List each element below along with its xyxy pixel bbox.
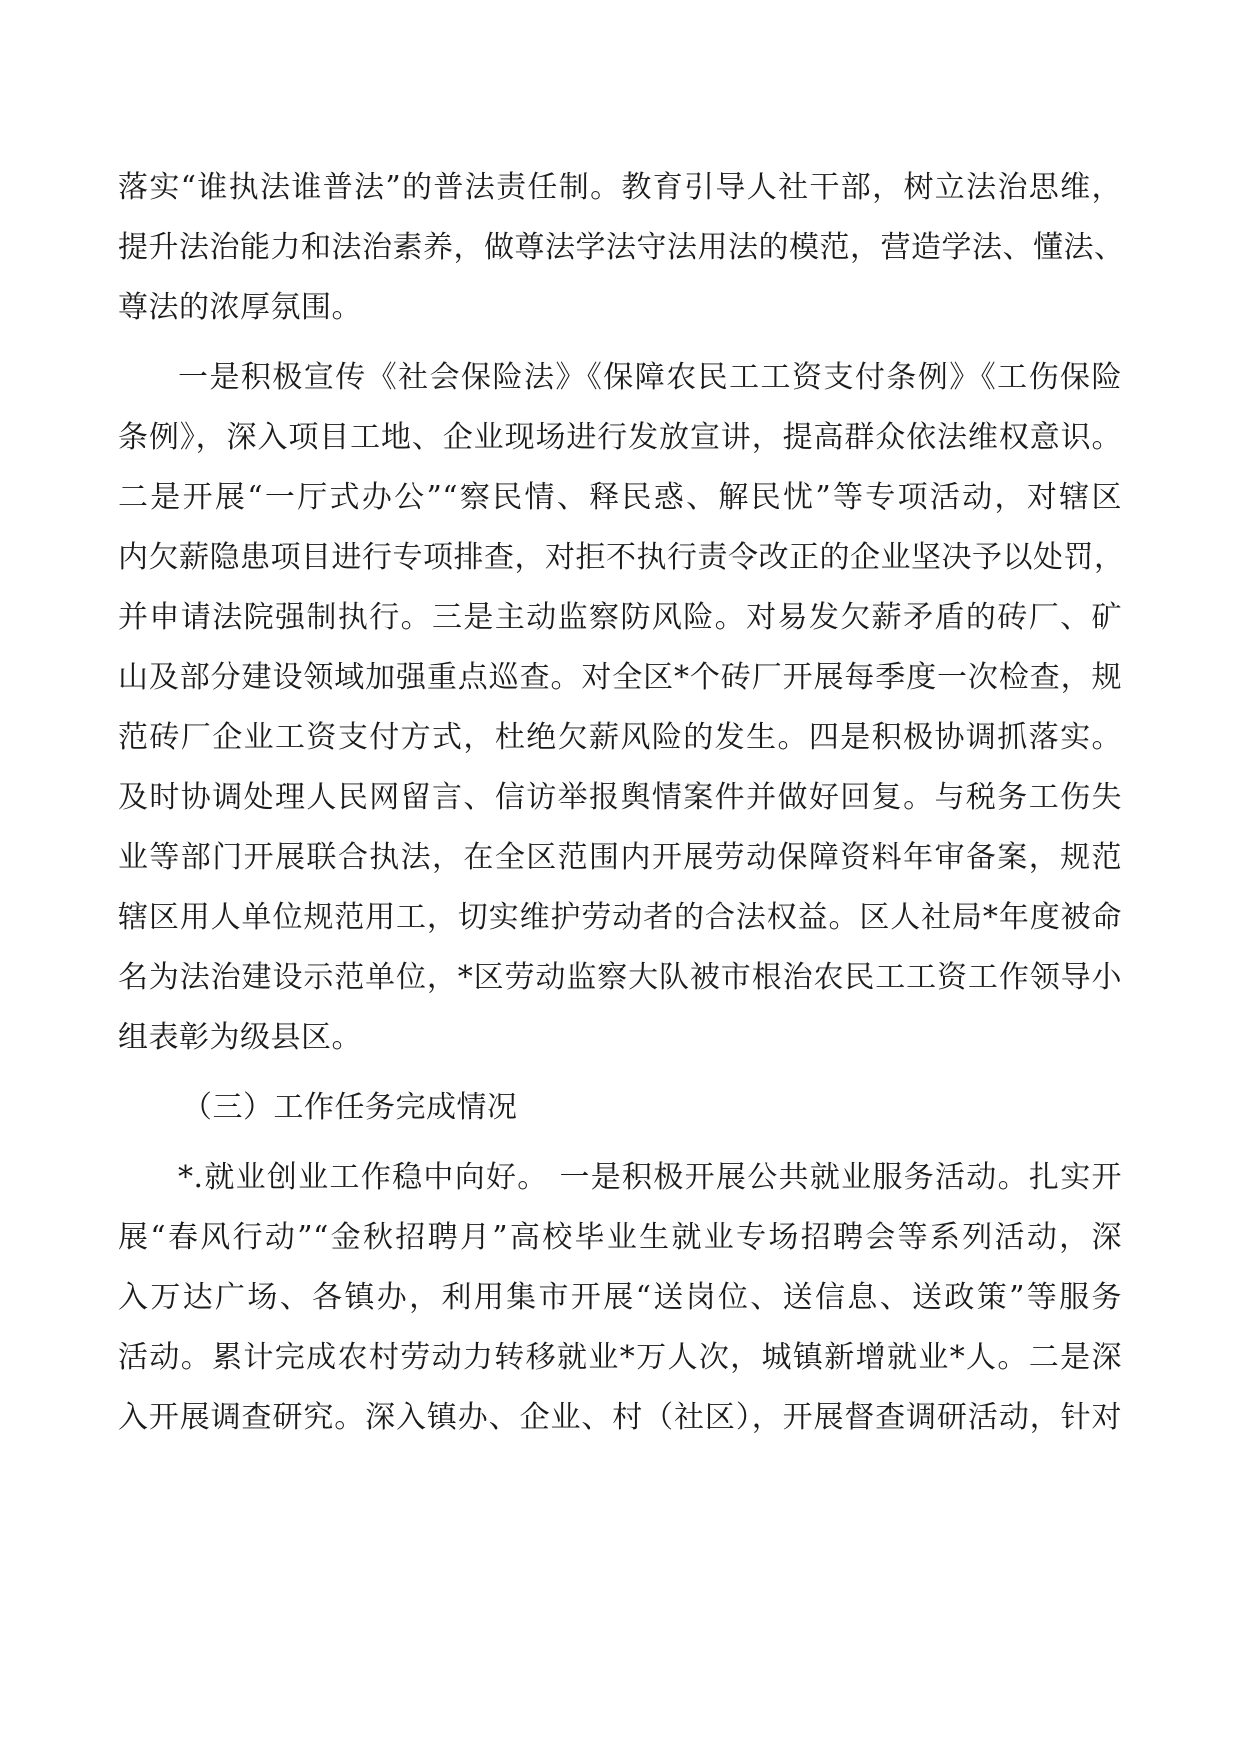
body-text-line: 入万达广场、各镇办，利用集市开展“送岗位、送信息、送政策”等服务 bbox=[118, 1280, 1122, 1315]
body-text-line: 内欠薪隐患项目进行专项排查，对拒不执行责令改正的企业坚决予以处罚， bbox=[118, 540, 1125, 575]
body-text-line: 提升法治能力和法治素养，做尊法学法守法用法的模范，营造学法、懂法、 bbox=[118, 230, 1125, 265]
body-text-line: 条例》，深入项目工地、企业现场进行发放宣讲，提高群众依法维权意识。 bbox=[118, 420, 1122, 455]
body-text-line: 及时协调处理人民网留言、信访举报舆情案件并做好回复。与税务工伤失 bbox=[118, 780, 1122, 815]
body-text-line: *.就业创业工作稳中向好。 一是积极开展公共就业服务活动。扎实开 bbox=[178, 1160, 1122, 1195]
body-text-line: 二是开展“一厅式办公”“察民情、释民惑、解民忧”等专项活动，对辖区 bbox=[118, 480, 1122, 515]
body-text-line: 入开展调查研究。深入镇办、企业、村（社区），开展督查调研活动，针对 bbox=[118, 1400, 1122, 1435]
body-text-line: 落实“谁执法谁普法”的普法责任制。教育引导人社干部，树立法治思维， bbox=[118, 170, 1122, 205]
body-text-line: 尊法的浓厚氛围。 bbox=[118, 290, 362, 325]
body-text-line: 活动。累计完成农村劳动力转移就业*万人次，城镇新增就业*人。二是深 bbox=[118, 1340, 1122, 1375]
body-text-line: 业等部门开展联合执法，在全区范围内开展劳动保障资料年审备案，规范 bbox=[118, 840, 1122, 875]
body-text-line: 山及部分建设领域加强重点巡查。对全区*个砖厂开展每季度一次检查，规 bbox=[118, 660, 1122, 695]
section-heading: （三）工作任务完成情况 bbox=[182, 1090, 518, 1125]
body-text-line: 组表彰为级县区。 bbox=[118, 1020, 362, 1055]
body-text-line: 展“春风行动”“金秋招聘月”高校毕业生就业专场招聘会等系列活动，深 bbox=[118, 1220, 1122, 1255]
body-text-line: 辖区用人单位规范用工，切实维护劳动者的合法权益。区人社局*年度被命 bbox=[118, 900, 1122, 935]
body-text-line: 并申请法院强制执行。三是主动监察防风险。对易发欠薪矛盾的砖厂、矿 bbox=[118, 600, 1122, 635]
body-text-line: 一是积极宣传《社会保险法》《保障农民工工资支付条例》《工伤保险 bbox=[178, 360, 1122, 395]
body-text-line: 范砖厂企业工资支付方式，杜绝欠薪风险的发生。四是积极协调抓落实。 bbox=[118, 720, 1122, 755]
body-text-line: 名为法治建设示范单位，*区劳动监察大队被市根治农民工工资工作领导小 bbox=[118, 960, 1122, 995]
